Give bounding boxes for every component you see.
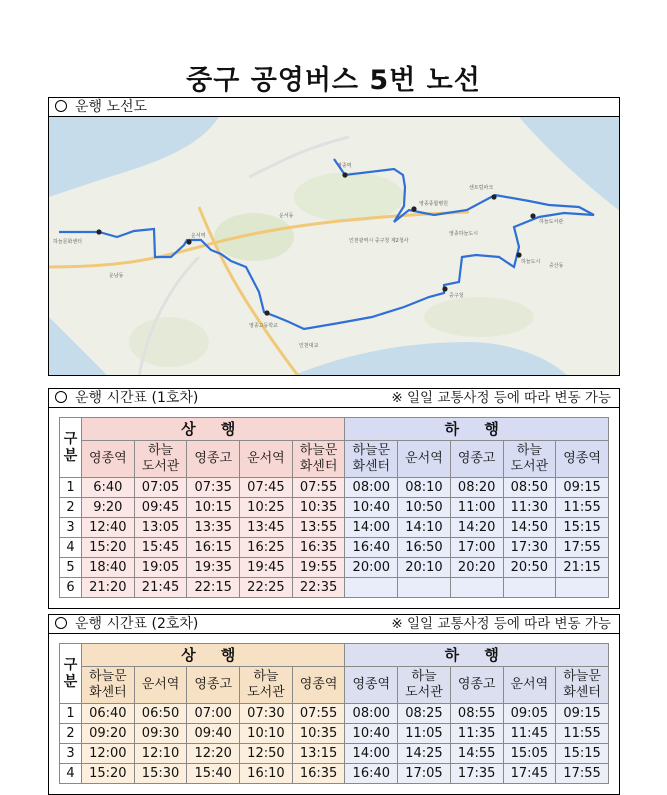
down-time-cell: 11:55	[556, 724, 609, 744]
timetable-2-header	[48, 614, 620, 634]
route-map[interactable]	[48, 116, 620, 376]
up-time-cell: 22:35	[292, 578, 345, 598]
down-time-cell: 11:30	[503, 498, 556, 518]
up-time-cell: 12:20	[187, 744, 240, 764]
timetable-2-title: 운행 시간표 (2호차)	[75, 616, 199, 632]
down-time-cell: 11:00	[450, 498, 503, 518]
route-map-header-label: 운행 노선도	[75, 99, 148, 115]
map-label-bridge: 인천대교	[299, 343, 319, 349]
up-time-cell: 13:15	[292, 744, 345, 764]
stop-junggu-office[interactable]	[442, 286, 447, 291]
down-time-cell: 09:05	[503, 704, 556, 724]
up-time-cell: 15:20	[82, 764, 135, 784]
stop-yeongjong-high[interactable]	[264, 310, 269, 315]
down-time-cell: 10:40	[345, 498, 398, 518]
column-header: 영종역	[82, 441, 135, 478]
map-label-yeongjong-station: 영종역	[337, 163, 352, 169]
down-time-cell: 20:50	[503, 558, 556, 578]
table-row	[60, 558, 609, 578]
table-row	[60, 724, 609, 744]
map-label-area2: 운남동	[109, 273, 124, 279]
up-time-cell: 10:35	[292, 498, 345, 518]
up-time-cell: 16:15	[187, 538, 240, 558]
column-header-row	[60, 667, 609, 704]
down-time-cell: 08:00	[345, 704, 398, 724]
circle-bullet-icon	[55, 617, 67, 629]
down-time-cell: 14:00	[345, 518, 398, 538]
up-time-cell: 07:30	[240, 704, 293, 724]
map-label-yeongjong-high: 영종고등학교	[249, 323, 278, 329]
up-time-cell: 07:00	[187, 704, 240, 724]
down-time-cell: 20:10	[398, 558, 451, 578]
down-time-cell: 08:50	[503, 478, 556, 498]
up-time-cell: 18:40	[82, 558, 135, 578]
timetable-2-box	[48, 633, 620, 795]
park-area-3	[129, 317, 209, 367]
column-header-row	[60, 441, 609, 478]
down-time-cell: 15:05	[503, 744, 556, 764]
map-label-area4: 중산동	[549, 263, 564, 269]
up-time-cell: 21:45	[134, 578, 187, 598]
down-time-cell: 17:55	[556, 538, 609, 558]
timetable-1-title: 운행 시간표 (1호차)	[75, 390, 199, 406]
up-time-cell: 07:55	[292, 704, 345, 724]
down-time-cell: 16:40	[345, 764, 398, 784]
up-time-cell: 19:55	[292, 558, 345, 578]
up-time-cell: 16:25	[240, 538, 293, 558]
page-title: 중구 공영버스 5번 노선	[186, 65, 481, 96]
up-time-cell: 12:40	[82, 518, 135, 538]
table-row	[60, 498, 609, 518]
row-number: 1	[60, 478, 82, 498]
up-time-cell: 07:45	[240, 478, 293, 498]
gubun-label: 구 분	[63, 430, 78, 464]
column-header: 하늘문 화센터	[345, 441, 398, 478]
down-time-cell: 10:40	[345, 724, 398, 744]
column-header: 영종고	[450, 667, 503, 704]
down-time-cell: 17:45	[503, 764, 556, 784]
down-time-cell: 14:50	[503, 518, 556, 538]
map-label-area3: 운서동	[279, 213, 294, 219]
up-time-cell: 09:20	[82, 724, 135, 744]
up-time-cell: 07:05	[134, 478, 187, 498]
circle-bullet-icon	[55, 100, 67, 112]
timetable-1-box	[48, 407, 620, 609]
down-time-cell: 21:15	[556, 558, 609, 578]
park-area-4	[424, 297, 534, 337]
park-area	[214, 213, 294, 261]
column-header: 영종역	[556, 441, 609, 478]
column-header: 하늘 도서관	[398, 667, 451, 704]
stop-unseo-station[interactable]	[186, 239, 191, 244]
column-header: 영종역	[292, 667, 345, 704]
stop-hospital[interactable]	[411, 206, 416, 211]
down-direction-header: 하 행	[345, 418, 609, 441]
up-time-cell: 07:35	[187, 478, 240, 498]
column-header: 하늘 도서관	[134, 441, 187, 478]
down-time-cell: 11:35	[450, 724, 503, 744]
row-number: 2	[60, 498, 82, 518]
up-time-cell: 15:45	[134, 538, 187, 558]
up-time-cell: 15:20	[82, 538, 135, 558]
down-time-cell: 08:10	[398, 478, 451, 498]
down-time-cell: 14:00	[345, 744, 398, 764]
up-time-cell: 10:35	[292, 724, 345, 744]
map-label-unseo-station: 운서역	[191, 233, 206, 239]
row-number: 1	[60, 704, 82, 724]
row-number: 4	[60, 764, 82, 784]
up-time-cell: 12:00	[82, 744, 135, 764]
column-header: 하늘문 화센터	[556, 667, 609, 704]
up-time-cell: 21:20	[82, 578, 135, 598]
timetable-2-body	[60, 704, 609, 784]
up-time-cell: 09:40	[187, 724, 240, 744]
up-time-cell: 16:35	[292, 764, 345, 784]
up-time-cell: 06:50	[134, 704, 187, 724]
down-time-cell	[556, 578, 609, 598]
down-time-cell: 08:20	[450, 478, 503, 498]
stop-yeongjong-station[interactable]	[342, 172, 347, 177]
up-time-cell: 13:55	[292, 518, 345, 538]
stop-sky-city[interactable]	[516, 252, 521, 257]
row-number: 6	[60, 578, 82, 598]
up-time-cell: 12:50	[240, 744, 293, 764]
up-time-cell: 09:30	[134, 724, 187, 744]
down-time-cell: 11:55	[556, 498, 609, 518]
table-row	[60, 578, 609, 598]
map-label-hospital: 영종종합병원	[419, 201, 448, 207]
down-time-cell: 09:15	[556, 478, 609, 498]
down-time-cell: 20:00	[345, 558, 398, 578]
table-row	[60, 538, 609, 558]
column-header: 운서역	[398, 441, 451, 478]
map-label-library: 하늘도서관	[539, 219, 564, 225]
up-time-cell: 13:35	[187, 518, 240, 538]
map-label-haneul-center: 하늘문화센터	[53, 239, 82, 245]
down-direction-header: 하 행	[345, 644, 609, 667]
column-header: 영종고	[450, 441, 503, 478]
table-row	[60, 704, 609, 724]
timetable-2-note: ※ 일일 교통사정 등에 따라 변동 가능	[391, 616, 611, 632]
down-time-cell: 14:55	[450, 744, 503, 764]
circle-bullet-icon	[55, 391, 67, 403]
table-row	[60, 764, 609, 784]
column-header: 운서역	[503, 667, 556, 704]
table-row	[60, 518, 609, 538]
gubun-header	[60, 418, 82, 478]
map-label-area1: 영종하늘도시	[449, 231, 478, 237]
up-time-cell: 16:10	[240, 764, 293, 784]
down-time-cell: 09:15	[556, 704, 609, 724]
up-time-cell: 13:05	[134, 518, 187, 538]
route-map-header	[48, 97, 620, 117]
row-number: 3	[60, 744, 82, 764]
timetable-2	[59, 643, 609, 784]
down-time-cell: 15:15	[556, 744, 609, 764]
up-time-cell: 15:30	[134, 764, 187, 784]
up-time-cell: 10:25	[240, 498, 293, 518]
map-label-central-park: 센트럴파크	[469, 185, 494, 191]
gubun-header	[60, 644, 82, 704]
row-number: 5	[60, 558, 82, 578]
up-time-cell: 06:40	[82, 704, 135, 724]
down-time-cell: 14:25	[398, 744, 451, 764]
down-time-cell: 08:25	[398, 704, 451, 724]
down-time-cell: 15:15	[556, 518, 609, 538]
down-time-cell: 10:50	[398, 498, 451, 518]
stop-central-park[interactable]	[491, 194, 496, 199]
down-time-cell: 17:35	[450, 764, 503, 784]
column-header: 하늘문 화센터	[82, 667, 135, 704]
column-header: 영종역	[345, 667, 398, 704]
stop-library[interactable]	[530, 213, 535, 218]
row-number: 3	[60, 518, 82, 538]
map-label-sky-city: 하늘도시	[521, 259, 541, 265]
up-time-cell: 19:35	[187, 558, 240, 578]
table-row	[60, 744, 609, 764]
down-time-cell: 14:10	[398, 518, 451, 538]
column-header: 영종고	[187, 441, 240, 478]
gubun-label: 구 분	[63, 656, 78, 690]
up-time-cell: 6:40	[82, 478, 135, 498]
down-time-cell	[398, 578, 451, 598]
park-area-2	[294, 172, 404, 222]
down-time-cell: 17:30	[503, 538, 556, 558]
column-header: 하늘 도서관	[503, 441, 556, 478]
table-row	[60, 478, 609, 498]
down-time-cell: 11:45	[503, 724, 556, 744]
up-time-cell: 15:40	[187, 764, 240, 784]
up-time-cell: 10:15	[187, 498, 240, 518]
down-time-cell: 17:55	[556, 764, 609, 784]
map-label-office: 인천광역시 중구청 제2청사	[349, 238, 409, 244]
column-header: 하늘 도서관	[240, 667, 293, 704]
row-number: 2	[60, 724, 82, 744]
route-map-graphic	[49, 117, 620, 376]
up-time-cell: 22:15	[187, 578, 240, 598]
down-time-cell	[503, 578, 556, 598]
up-direction-header: 상 행	[82, 418, 345, 441]
down-time-cell: 16:50	[398, 538, 451, 558]
column-header: 영종고	[187, 667, 240, 704]
down-time-cell: 11:05	[398, 724, 451, 744]
timetable-1-note: ※ 일일 교통사정 등에 따라 변동 가능	[391, 390, 611, 406]
down-time-cell: 20:20	[450, 558, 503, 578]
up-time-cell: 22:25	[240, 578, 293, 598]
down-time-cell: 17:05	[398, 764, 451, 784]
column-header: 하늘문 화센터	[292, 441, 345, 478]
up-time-cell: 09:45	[134, 498, 187, 518]
up-time-cell: 07:55	[292, 478, 345, 498]
row-number: 4	[60, 538, 82, 558]
up-time-cell: 9:20	[82, 498, 135, 518]
up-time-cell: 16:35	[292, 538, 345, 558]
down-time-cell: 17:00	[450, 538, 503, 558]
down-time-cell: 14:20	[450, 518, 503, 538]
timetable-1	[59, 417, 609, 598]
up-time-cell: 13:45	[240, 518, 293, 538]
stop-haneul-center[interactable]	[96, 229, 101, 234]
column-header: 운서역	[134, 667, 187, 704]
down-time-cell: 16:40	[345, 538, 398, 558]
down-time-cell: 08:55	[450, 704, 503, 724]
up-time-cell: 12:10	[134, 744, 187, 764]
up-time-cell: 19:45	[240, 558, 293, 578]
timetable-1-header	[48, 388, 620, 408]
up-time-cell: 19:05	[134, 558, 187, 578]
down-time-cell: 08:00	[345, 478, 398, 498]
map-label-junggu-office: 중구청	[449, 293, 464, 299]
up-time-cell: 10:10	[240, 724, 293, 744]
down-time-cell	[450, 578, 503, 598]
timetable-1-body	[60, 478, 609, 598]
down-time-cell	[345, 578, 398, 598]
up-direction-header: 상 행	[82, 644, 345, 667]
column-header: 운서역	[240, 441, 293, 478]
